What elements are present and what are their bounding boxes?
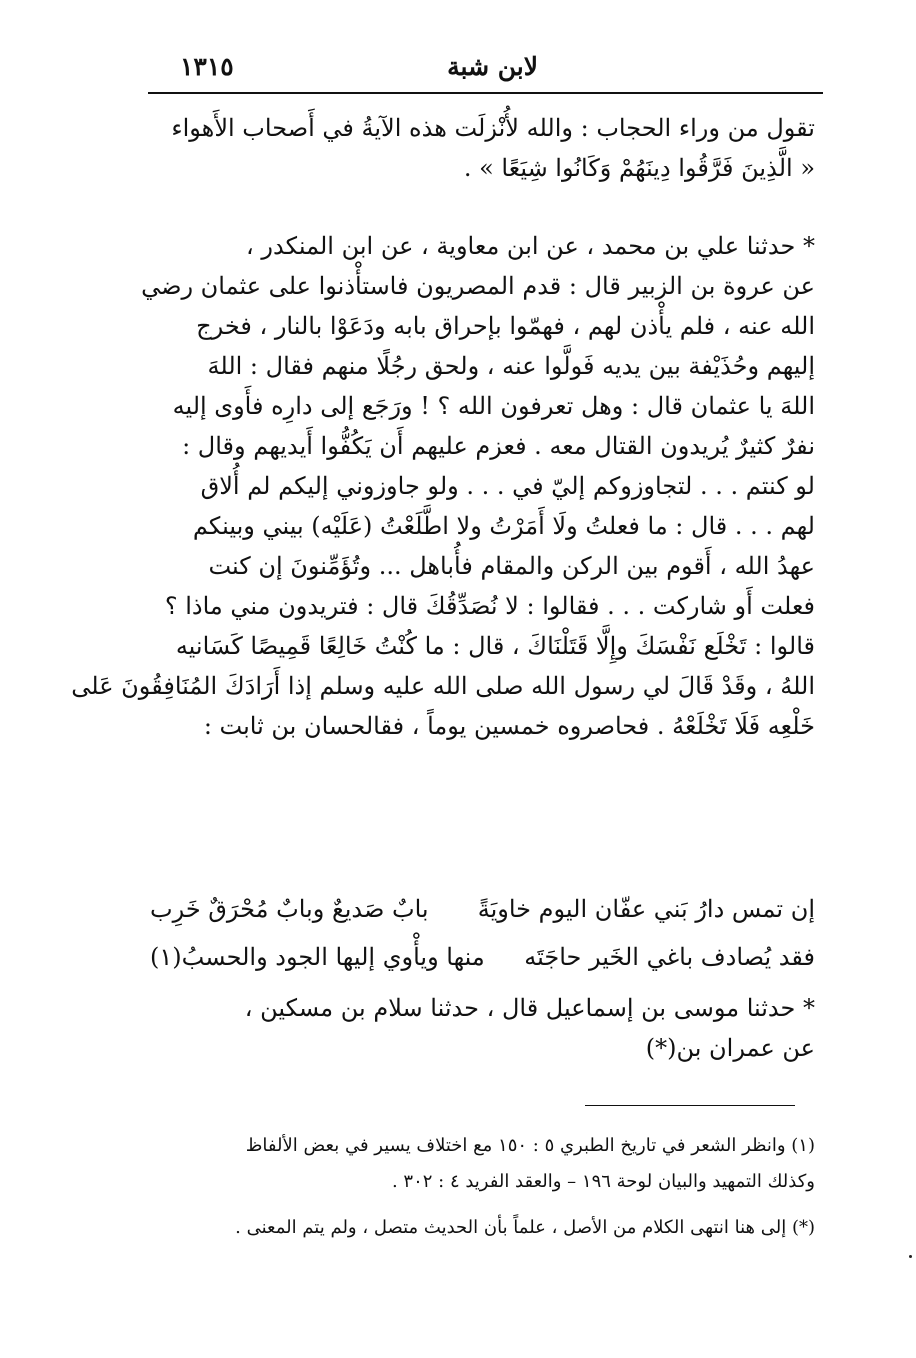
footnote-1-line: (١) وانظر الشعر في تاريخ الطبري ٥ : ١٥٠ مع اختلاف يسير في بعض الألفاظ [245,1135,815,1156]
paragraph-continuation [150,108,815,188]
paragraph-hadith-uthman [71,226,815,746]
footnote-2: (*) إلى هنا انتهى الكلام من الأصل ، علماً بأن الحديث متصل ، ولم يتم المعنى . [235,1217,815,1238]
header-rule [148,92,823,94]
scan-speck [909,1255,912,1258]
poem-verse [150,933,815,981]
page-number: ١٣١٥ [180,52,234,81]
text-line: الله عنه ، فلم يأْذن لهم ، فهمّوا بإحراق بابه ودَعَوْا بالنار ، فخرج [196,312,815,340]
verse-second-hemistich: بابٌ صَديعٌ وبابٌ مُحْرَقٌ خَرِب [150,895,429,923]
text-line: تقول من وراء الحجاب : والله لأُنْزلَت هذه الآيةُ في أَصحاب الأَهواء [171,114,815,142]
text-line: * حدثنا علي بن محمد ، عن ابن معاوية ، عن ابن المنكدر ، [246,232,815,260]
text-line: نفرٌ كثيرٌ يُريدون القتال معه . فعزم عليهم أَن يَكُفُّوا أَيديهم وقال : [182,432,815,460]
text-line: إليهم وحُذَيْفة بين يديه فَولَّوا عنه ، ولحق رجُلًا منهم فقال : اللهَ [207,352,815,380]
text-line: لهم . . . قال : ما فعلتُ ولَا أَمَرْتُ ولا اطَّلَعْتُ (عَلَيْه) بيني وبينكم [192,512,815,540]
text-line: لو كنتم . . . لتجاوزوكم إليّ في . . . ولو جاوزوني إليكم لم أُلاق [200,472,815,500]
verse-second-hemistich: منها ويأْوي إليها الجود والحسبُ(١) [150,943,485,971]
paragraph-hadith-musa [150,988,815,1068]
page-header [148,40,823,90]
footnote-1-line: وكذلك التمهيد والبيان لوحة ١٩٦ – والعقد الفريد ٤ : ٣٠٢ . [391,1171,815,1192]
text-line: عهدُ الله ، أَقوم بين الركن والمقام فأُباهل ... وتُؤَمِّنونَ إن كنت [208,552,815,580]
text-line: اللهَ يا عثمان قال : وهل تعرفون الله ؟ ! ورَجَع إلى دارِه فأَوى إليه [172,392,815,420]
footnote-rule [585,1105,795,1106]
verse-first-hemistich: إن تمس دارُ بَني عفّان اليوم خاويَةً [477,895,815,923]
poem-verse [150,885,815,933]
footnotes [150,1128,815,1246]
footnote-gap [150,1200,815,1210]
text-line: قالوا : تَخْلَع نَفْسَكَ وإِلَّا قَتَلْنَاكَ ، قال : ما كُنْتُ خَالِعًا قَمِيصًا كَسَانيه [175,632,815,660]
text-line: خَلْعِه فَلَا تَخْلَعْهُ . فحاصروه خمسين يوماً ، فقالحسان بن ثابت : [203,712,815,740]
text-line: عن عروة بن الزبير قال : قدم المصريون فاستأْذنوا على عثمان رضي [141,272,815,300]
text-line: « الَّذِينَ فَرَّقُوا دِينَهُمْ وَكَانُوا شِيَعًا » . [463,154,815,182]
text-line: * حدثنا موسى بن إسماعيل قال ، حدثنا سلام بن مسكين ، [244,994,815,1022]
verse-first-hemistich: فقد يُصادف باغي الخَير حاجَتَه [524,943,815,971]
running-title: لابن شبة [447,52,538,81]
poem-verses [150,885,815,981]
text-line: فعلت أَو شاركت . . . فقالوا : لا نُصَدِّقُكَ قال : فتريدون مني ماذا ؟ [164,592,815,620]
text-line: عن عمران بن(*) [645,1034,815,1062]
text-line: اللهُ ، وقَدْ قَالَ لي رسول الله صلى الله عليه وسلم إذا أَرَادَكَ المُنَافِقُونَ عَلى [71,672,815,700]
